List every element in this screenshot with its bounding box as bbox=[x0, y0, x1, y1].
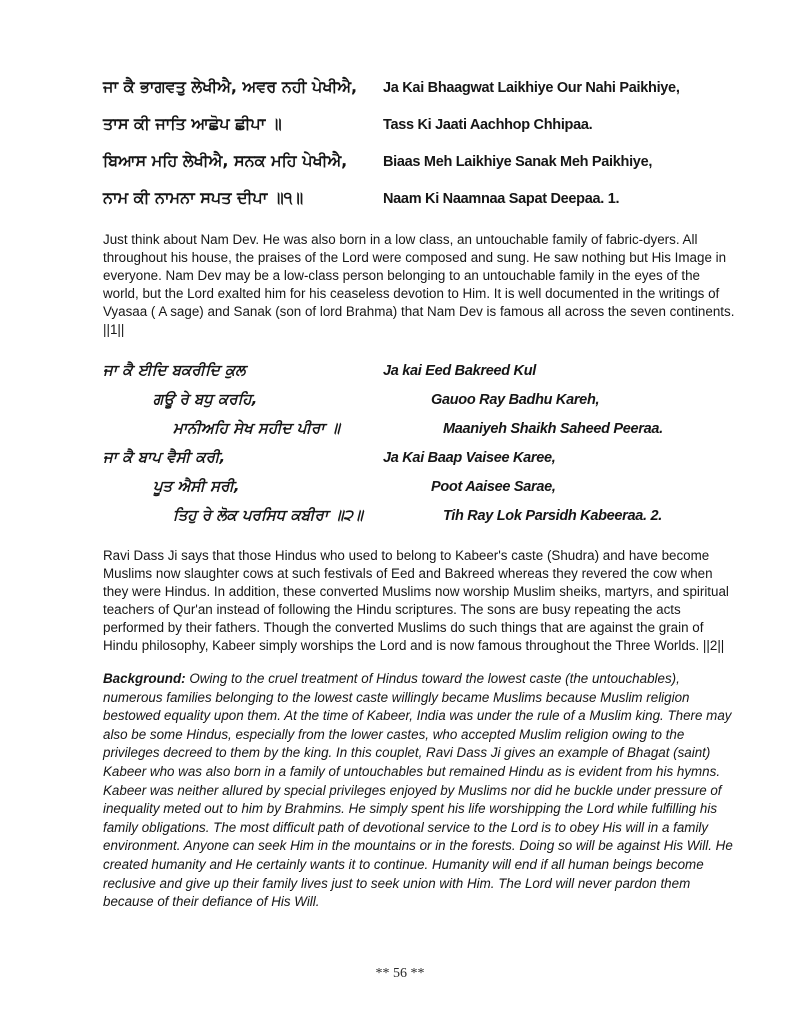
verse-row bbox=[103, 472, 739, 501]
page-number: ** 56 ** bbox=[375, 966, 425, 981]
gurmukhi-line: ਮਾਨੀਅਹਿ ਸੇਖ ਸਹੀਦ ਪੀਰਾ ॥ bbox=[173, 419, 340, 437]
commentary-paragraph-2: Ravi Dass Ji says that those Hindus who used to belong to Kabeer's caste (Shudra) and have become Muslims now slaughter cows at such festivals of Eed and Bakreed whereas they revered the cow when they were Hindus. In addition, these converted Muslims now worship Muslim sheiks, martyrs, and spiritual teachers of Qur'an instead of following the Hindu scriptures. The sons are busy repeating the acts performed by their fathers. Though the converted Muslims do such things that are against the grain of Hindu philosophy, Kabeer simply worships the Lord and is now famous throughout the Three Worlds. ||2|| bbox=[103, 548, 729, 653]
verse-row bbox=[103, 69, 739, 106]
gurmukhi-line: ਬਿਆਸ ਮਹਿ ਲੇਖੀਐ, ਸਨਕ ਮਹਿ ਪੇਖੀਐ, bbox=[103, 151, 348, 170]
transliteration-line: Maaniyeh Shaikh Saheed Peeraa. bbox=[443, 421, 663, 437]
verse-row bbox=[103, 443, 739, 472]
background-paragraph bbox=[103, 670, 739, 912]
verse-block-2 bbox=[103, 356, 739, 530]
gurmukhi-line: ਪੂਤ ਐਸੀ ਸਰੀ, bbox=[153, 477, 240, 495]
background-label: Background: bbox=[103, 671, 186, 686]
transliteration-line: Poot Aaisee Sarae, bbox=[431, 479, 556, 495]
verse-block-1 bbox=[103, 69, 739, 217]
transliteration-line: Gauoo Ray Badhu Kareh, bbox=[431, 392, 600, 408]
transliteration-line: Ja kai Eed Bakreed Kul bbox=[383, 363, 536, 379]
transliteration-line: Ja Kai Baap Vaisee Karee, bbox=[383, 450, 556, 466]
verse-row bbox=[103, 501, 739, 530]
verse-row bbox=[103, 414, 739, 443]
transliteration-line: Biaas Meh Laikhiye Sanak Meh Paikhiye, bbox=[383, 154, 653, 170]
verse-row bbox=[103, 356, 739, 385]
gurmukhi-line: ਤਾਸ ਕੀ ਜਾਤਿ ਆਛੋਪ ਛੀਪਾ ॥ bbox=[103, 114, 282, 133]
verse-row bbox=[103, 385, 739, 414]
gurmukhi-line: ਜਾ ਕੈ ਈਦਿ ਬਕਰੀਦਿ ਕੁਲ bbox=[103, 361, 246, 379]
gurmukhi-line: ਨਾਮ ਕੀ ਨਾਮਨਾ ਸਪਤ ਦੀਪਾ ॥੧॥ bbox=[103, 188, 304, 207]
transliteration-line: Naam Ki Naamnaa Sapat Deepaa. 1. bbox=[383, 191, 620, 207]
gurmukhi-line: ਤਿਹੁ ਰੇ ਲੋਕ ਪਰਸਿਧ ਕਬੀਰਾ ॥੨॥ bbox=[173, 506, 363, 524]
transliteration-line: Tass Ki Jaati Aachhop Chhipaa. bbox=[383, 117, 593, 133]
transliteration-line: Tih Ray Lok Parsidh Kabeeraa. 2. bbox=[443, 508, 663, 524]
verse-row bbox=[103, 180, 739, 217]
commentary-paragraph-1: Just think about Nam Dev. He was also born in a low class, an untouchable family of fabric-dyers. All throughout his house, the praises of the Lord were composed and sung. He saw nothing but His Image in everyone. Nam Dev may be a low-class person belonging to an untouchable family in the eyes of the world, but the Lord exalted him for his ceaseless devotion to Him. It is well documented in the writings of Vyasaa ( A sage) and Sanak (son of lord Brahma) that Nam Dev is famous all across the seven continents. ||1|| bbox=[103, 232, 735, 337]
transliteration-line: Ja Kai Bhaagwat Laikhiye Our Nahi Paikhiye, bbox=[383, 80, 680, 96]
gurmukhi-line: ਜਾ ਕੈ ਬਾਪ ਵੈਸੀ ਕਰੀ, bbox=[103, 448, 226, 466]
gurmukhi-line: ਜਾ ਕੈ ਭਾਗਵਤੁ ਲੇਖੀਐ, ਅਵਰ ਨਹੀ ਪੇਖੀਐ, bbox=[103, 77, 358, 96]
verse-row bbox=[103, 143, 739, 180]
gurmukhi-line: ਗਊ ਰੇ ਬਧੁ ਕਰਹਿ, bbox=[153, 390, 258, 408]
page-content bbox=[103, 69, 739, 912]
verse-row bbox=[103, 106, 739, 143]
background-text: Owing to the cruel treatment of Hindus toward the lowest caste (the untouchables), numerous families belonging to the lowest caste willingly became Muslims because Muslim religion bestowed equality upon them. At the time of Kabeer, India was under the rule of a Muslim king. There may also be some Hindus, especially from the lower castes, who accepted Muslim religion owing to the privileges decreed to them by the king. In this couplet, Ravi Dass Ji gives an example of Bhagat (saint) Kabeer who was also born in a family of untouchables but remained Hindu as is evident from his hymns. Kabeer was neither allured by special privileges enjoyed by Muslims nor did he buckle under pressure of inequality meted out to him by Brahmins. He simply spent his life worshipping the Lord while fulfilling his family obligations. The most difficult path of devotional service to the Lord is to obey His will in a family environment. Anyone can seek Him in the mountains or in the forests. Doing so will be against His Will. He created humanity and He certainly wants it to continue. Humanity will end if all human beings become reclusive and give up their family lives just to seek union with Him. The Lord will never pardon them because of their defiance of His Will. bbox=[103, 671, 733, 910]
